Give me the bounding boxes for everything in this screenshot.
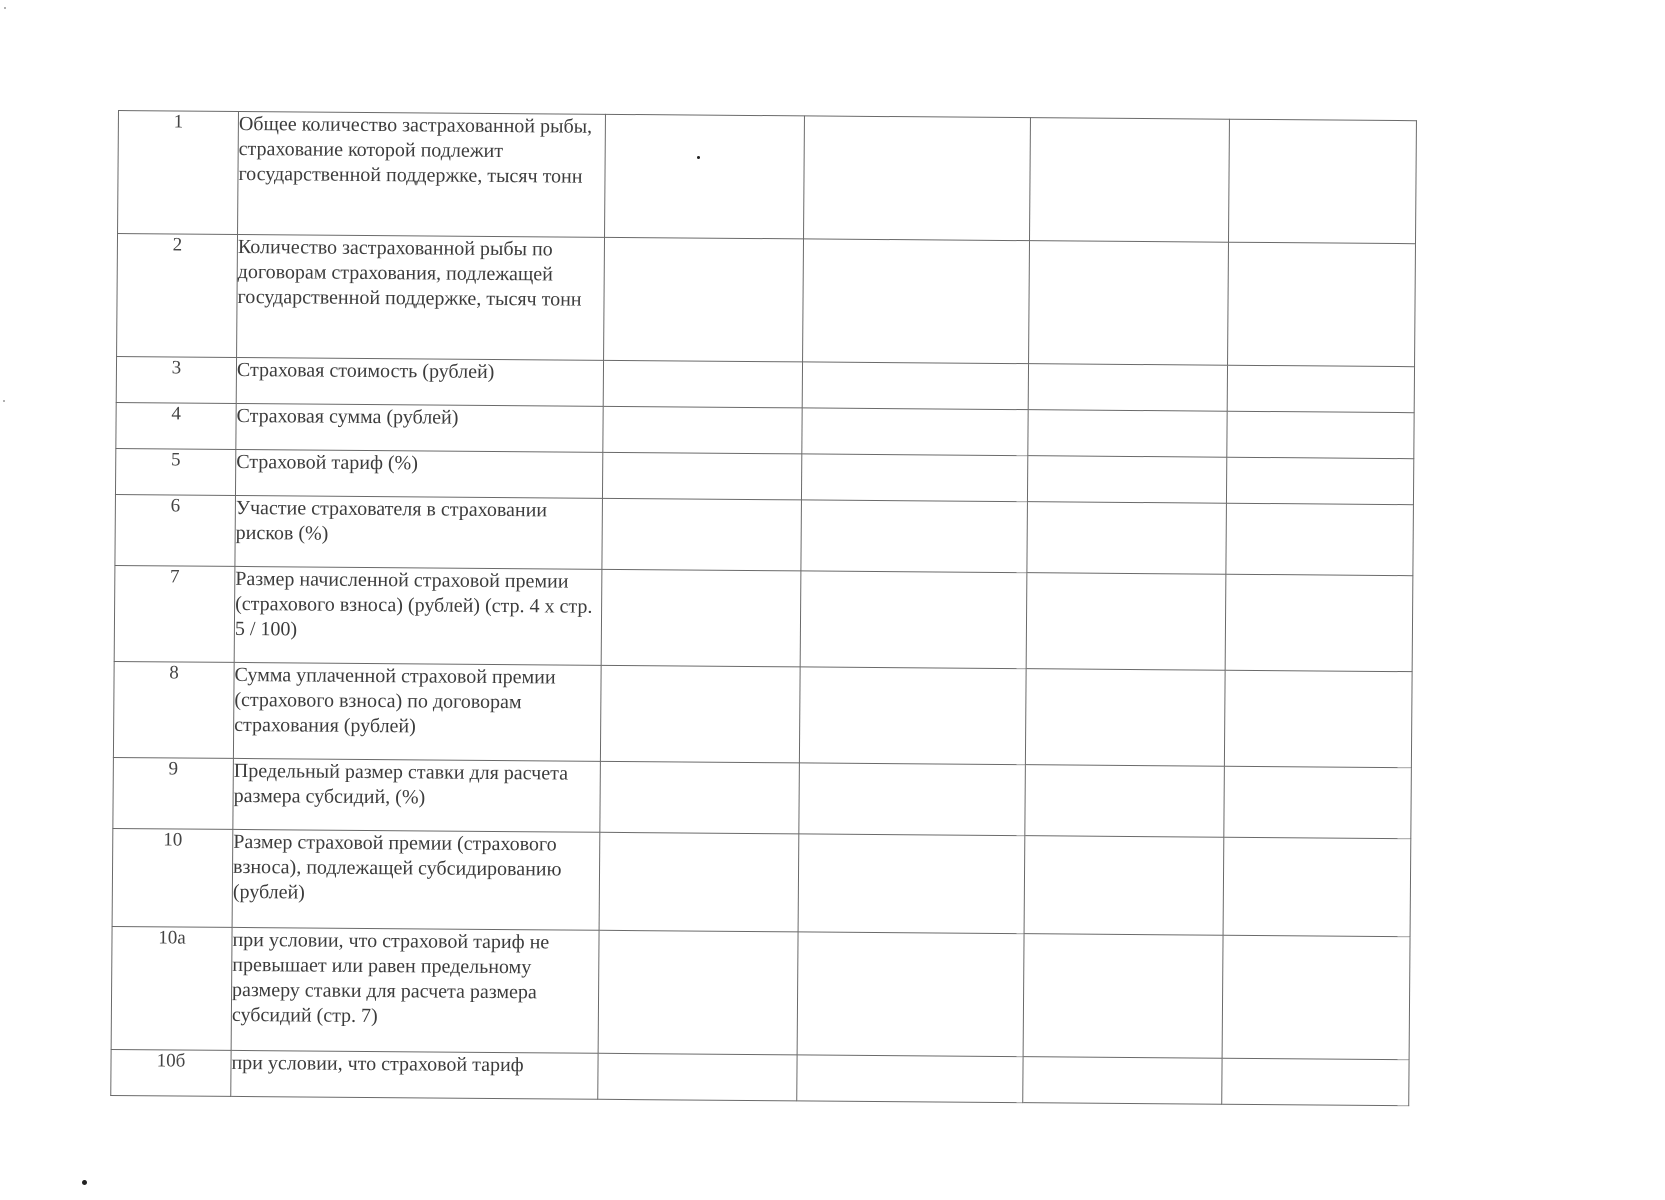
row-number: 10а [111,926,232,1050]
value-cell-col-3[interactable] [1029,241,1229,366]
row-number: 5 [115,448,235,495]
value-cell-col-3[interactable] [1024,836,1224,936]
value-cell-col-2[interactable] [797,932,1024,1057]
table-row [111,1049,1409,1105]
scan-speck [3,400,5,402]
value-cell-col-3[interactable] [1025,765,1225,838]
value-cell-col-3[interactable] [1025,669,1225,767]
scan-speck [82,1180,87,1185]
value-cell-col-1[interactable] [603,406,802,454]
value-cell-col-2[interactable] [799,763,1026,836]
value-cell-col-2[interactable] [798,834,1025,934]
form-sheet [110,110,1410,1106]
row-number: 9 [113,757,234,829]
row-description: Количество застрахованной рыбы по договорам страхования, подлежащей государственной поддержке, тысяч тонн [237,234,605,360]
value-cell-col-4[interactable] [1225,574,1413,671]
value-cell-col-1[interactable] [601,569,801,667]
value-cell-col-2[interactable] [801,500,1028,573]
table-row [118,111,1417,244]
value-cell-col-1[interactable] [605,114,805,239]
value-cell-col-2[interactable] [803,239,1030,364]
table-row [113,661,1412,767]
value-cell-col-4[interactable] [1224,670,1412,767]
value-cell-col-4[interactable] [1228,242,1416,366]
row-number: 3 [116,356,236,403]
row-description: при условии, что страховой тариф не превышает или равен предельному размеру ставки для расчета размера субсидий (стр. 7) [231,927,599,1053]
value-cell-col-2[interactable] [801,454,1027,502]
value-cell-col-3[interactable] [1030,118,1230,243]
value-cell-col-1[interactable] [603,360,802,408]
value-cell-col-4[interactable] [1226,457,1413,504]
value-cell-col-2[interactable] [802,408,1028,456]
row-number: 2 [117,234,238,358]
table-row [117,234,1416,367]
row-description: Участие страхователя в страховании рисков (%) [235,495,603,569]
value-cell-col-2[interactable] [800,571,1027,669]
value-cell-col-4[interactable] [1222,935,1410,1059]
value-cell-col-1[interactable] [602,498,802,571]
value-cell-col-1[interactable] [599,832,799,932]
value-cell-col-3[interactable] [1027,456,1226,504]
value-cell-col-3[interactable] [1028,410,1227,458]
value-cell-col-4[interactable] [1226,503,1414,575]
value-cell-col-3[interactable] [1026,573,1226,671]
value-cell-col-1[interactable] [602,452,801,500]
row-number: 7 [114,565,235,662]
value-cell-col-4[interactable] [1227,365,1414,412]
value-cell-col-1[interactable] [598,930,798,1055]
value-cell-col-4[interactable] [1227,411,1414,458]
value-cell-col-1[interactable] [600,761,800,834]
value-cell-col-2[interactable] [799,667,1026,765]
row-number: 10 [112,828,233,927]
table-row [112,828,1411,936]
value-cell-col-1[interactable] [604,237,804,362]
row-description: Страховой тариф (%) [235,449,602,498]
value-cell-col-2[interactable] [804,116,1031,241]
row-description: при условии, что страховой тариф [231,1050,598,1099]
value-cell-col-1[interactable] [600,665,800,763]
row-description: Размер начисленной страховой премии (страхового взноса) (рублей) (стр. 4 х стр. 5 / 100) [234,566,602,665]
row-number: 4 [116,402,236,449]
row-description: Предельный размер ставки для расчета размера субсидий, (%) [233,758,601,832]
table-body [111,111,1417,1106]
row-description: Страховая стоимость (рублей) [236,357,603,406]
row-number: 6 [115,494,236,566]
row-description: Сумма уплаченной страховой премии (страхового взноса) по договорам страхования (рублей) [233,662,601,761]
value-cell-col-1[interactable] [598,1053,797,1101]
value-cell-col-2[interactable] [802,362,1028,410]
value-cell-col-4[interactable] [1228,119,1416,243]
insurance-subsidy-table [110,110,1417,1106]
row-number: 1 [118,111,239,235]
row-description: Страховая сумма (рублей) [236,403,603,452]
row-number: 10б [111,1049,231,1096]
table-row [115,494,1414,575]
value-cell-col-3[interactable] [1023,934,1223,1059]
row-description: Общее количество застрахованной рыбы, страхование которой подлежит государственной поддержке, тысяч тонн [238,111,606,237]
table-row [111,926,1410,1059]
row-description: Размер страховой премии (страхового взноса), подлежащей субсидированию (рублей) [232,829,600,930]
value-cell-col-4[interactable] [1223,837,1411,936]
scan-speck [697,156,700,159]
value-cell-col-2[interactable] [797,1055,1023,1103]
table-row [113,757,1412,838]
value-cell-col-3[interactable] [1027,502,1227,575]
row-number: 8 [113,661,234,758]
value-cell-col-4[interactable] [1222,1058,1409,1105]
value-cell-col-4[interactable] [1224,766,1412,838]
value-cell-col-3[interactable] [1023,1057,1222,1105]
value-cell-col-3[interactable] [1028,364,1227,412]
scan-speck [4,7,6,9]
table-row [114,565,1413,671]
